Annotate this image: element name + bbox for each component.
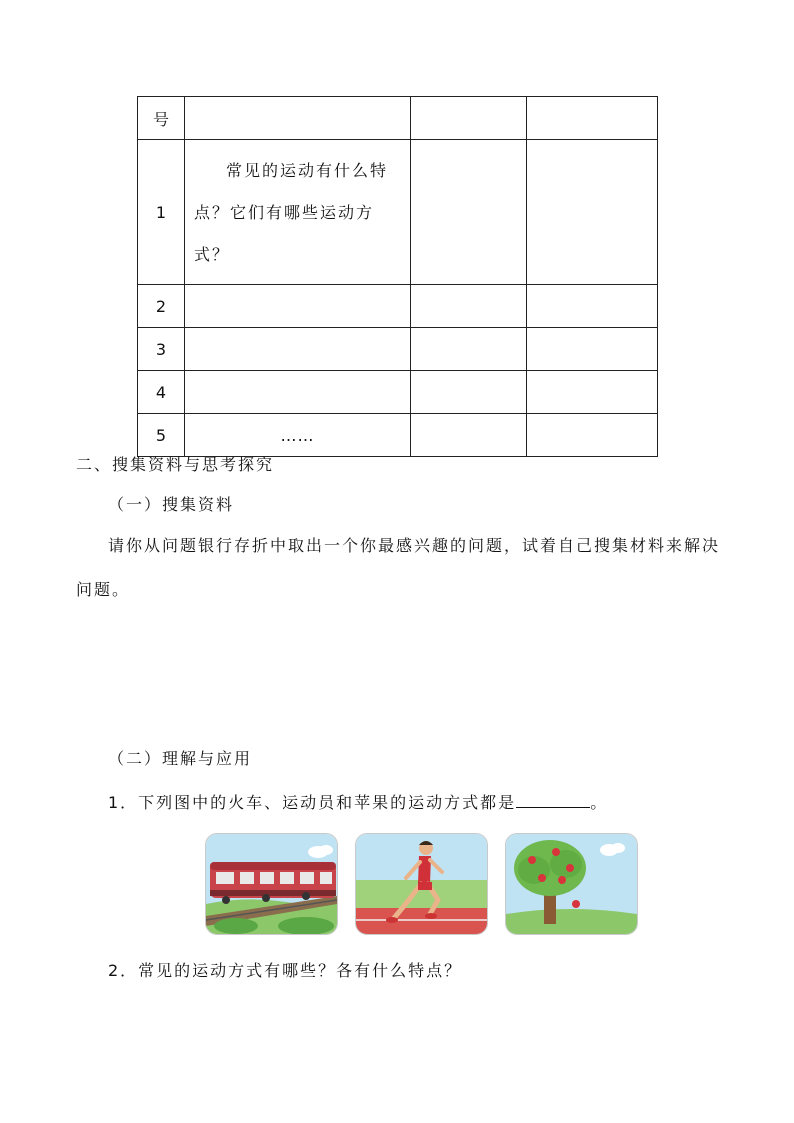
table-cell [411, 414, 527, 457]
row-number: 4 [138, 371, 185, 414]
row-question [185, 371, 411, 414]
table-row [138, 140, 658, 285]
table-cell [411, 328, 527, 371]
question-text: 常见的运动有什么特点？它们有哪些运动方式？ [194, 161, 389, 264]
collect-paragraph: 请你从问题银行存折中取出一个你最感兴趣的问题，试着自己搜集材料来解决问题。 [76, 536, 721, 599]
train-image [205, 833, 338, 935]
table-cell [527, 328, 658, 371]
table-row [138, 414, 658, 457]
table-header-cell [411, 97, 527, 140]
answer-blank[interactable] [516, 793, 590, 808]
subsection-heading-apply: （二）理解与应用 [108, 749, 253, 768]
section-heading: 二、搜集资料与思考探究 [76, 455, 275, 474]
table-header-row [138, 97, 658, 140]
row-number: 2 [138, 285, 185, 328]
question-2: 2．常见的运动方式有哪些？各有什么特点？ [108, 961, 463, 980]
table-cell [411, 140, 527, 285]
table-cell [527, 371, 658, 414]
ellipsis-text: …… [280, 425, 315, 445]
question-table [137, 96, 658, 457]
table-cell [527, 285, 658, 328]
question-1-end: 。 [590, 793, 609, 812]
table-row [138, 328, 658, 371]
row-question [185, 414, 411, 457]
row-question [185, 140, 411, 285]
question-1 [108, 790, 608, 813]
row-question [185, 285, 411, 328]
table-header-num: 号 [138, 97, 185, 140]
table-row [138, 371, 658, 414]
row-number: 3 [138, 328, 185, 371]
table-cell [411, 371, 527, 414]
table-header-cell [185, 97, 411, 140]
table-row [138, 285, 658, 328]
table-cell [527, 414, 658, 457]
apple-tree-image [505, 833, 638, 935]
row-number: 5 [138, 414, 185, 457]
question-1-text: 1．下列图中的火车、运动员和苹果的运动方式都是 [108, 793, 517, 812]
table-cell [411, 285, 527, 328]
subsection-heading-collect: （一）搜集资料 [108, 495, 235, 514]
table-header-cell [527, 97, 658, 140]
table-cell [527, 140, 658, 285]
runner-image [355, 833, 488, 935]
row-number: 1 [138, 140, 185, 285]
row-question [185, 328, 411, 371]
